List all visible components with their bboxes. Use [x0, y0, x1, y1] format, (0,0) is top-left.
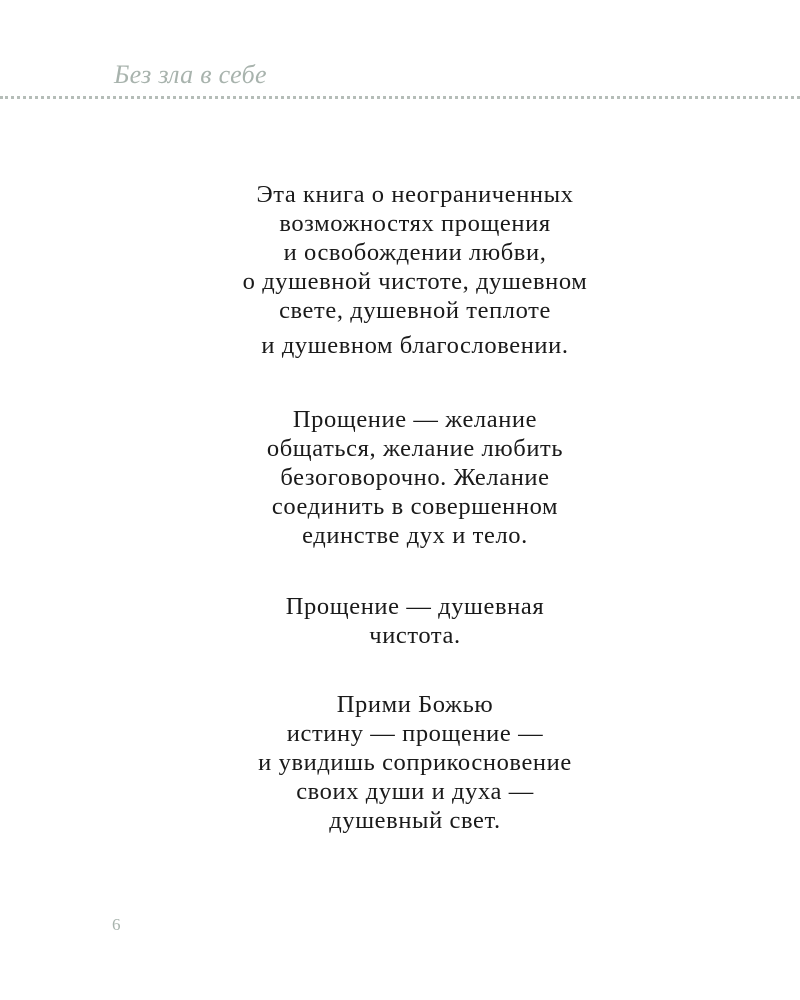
stanza-line: Эта книга о неограниченных — [256, 181, 574, 208]
stanza-line: соединить в совершенном — [271, 493, 559, 520]
running-head: Без зла в себе — [114, 60, 267, 89]
stanza-line: душевный свет. — [329, 807, 501, 834]
header-dotted-rule — [0, 96, 800, 99]
stanza-line: безоговорочно. Желание — [280, 464, 550, 491]
stanza-1 — [0, 180, 800, 360]
stanza-line: и душевном благословении. — [261, 332, 569, 359]
stanza-4 — [0, 690, 800, 835]
stanza-line: своих души и духа — — [296, 778, 534, 805]
stanza-line: Прощение — желание — [292, 406, 538, 433]
stanza-line: истину — прощение — — [286, 720, 544, 747]
stanza-line: свете, душевной теплоте — [279, 297, 551, 324]
stanza-line: и освобождении любви, — [283, 239, 547, 266]
stanza-line: о душевной чистоте, душевном — [242, 268, 588, 295]
stanza-line: общаться, желание любить — [266, 435, 564, 462]
stanza-3 — [0, 592, 800, 650]
stanza-line: чистота. — [369, 622, 461, 649]
page-number: 6 — [112, 915, 121, 934]
poem-body — [0, 180, 800, 871]
stanza-2 — [0, 405, 800, 550]
stanza-line: Прими Божью — [336, 691, 494, 718]
stanza-line: и увидишь соприкосновение — [258, 749, 572, 776]
stanza-line: возможностях прощения — [279, 210, 551, 237]
stanza-line: Прощение — душевная — [285, 593, 545, 620]
stanza-line: единстве дух и тело. — [302, 522, 528, 549]
